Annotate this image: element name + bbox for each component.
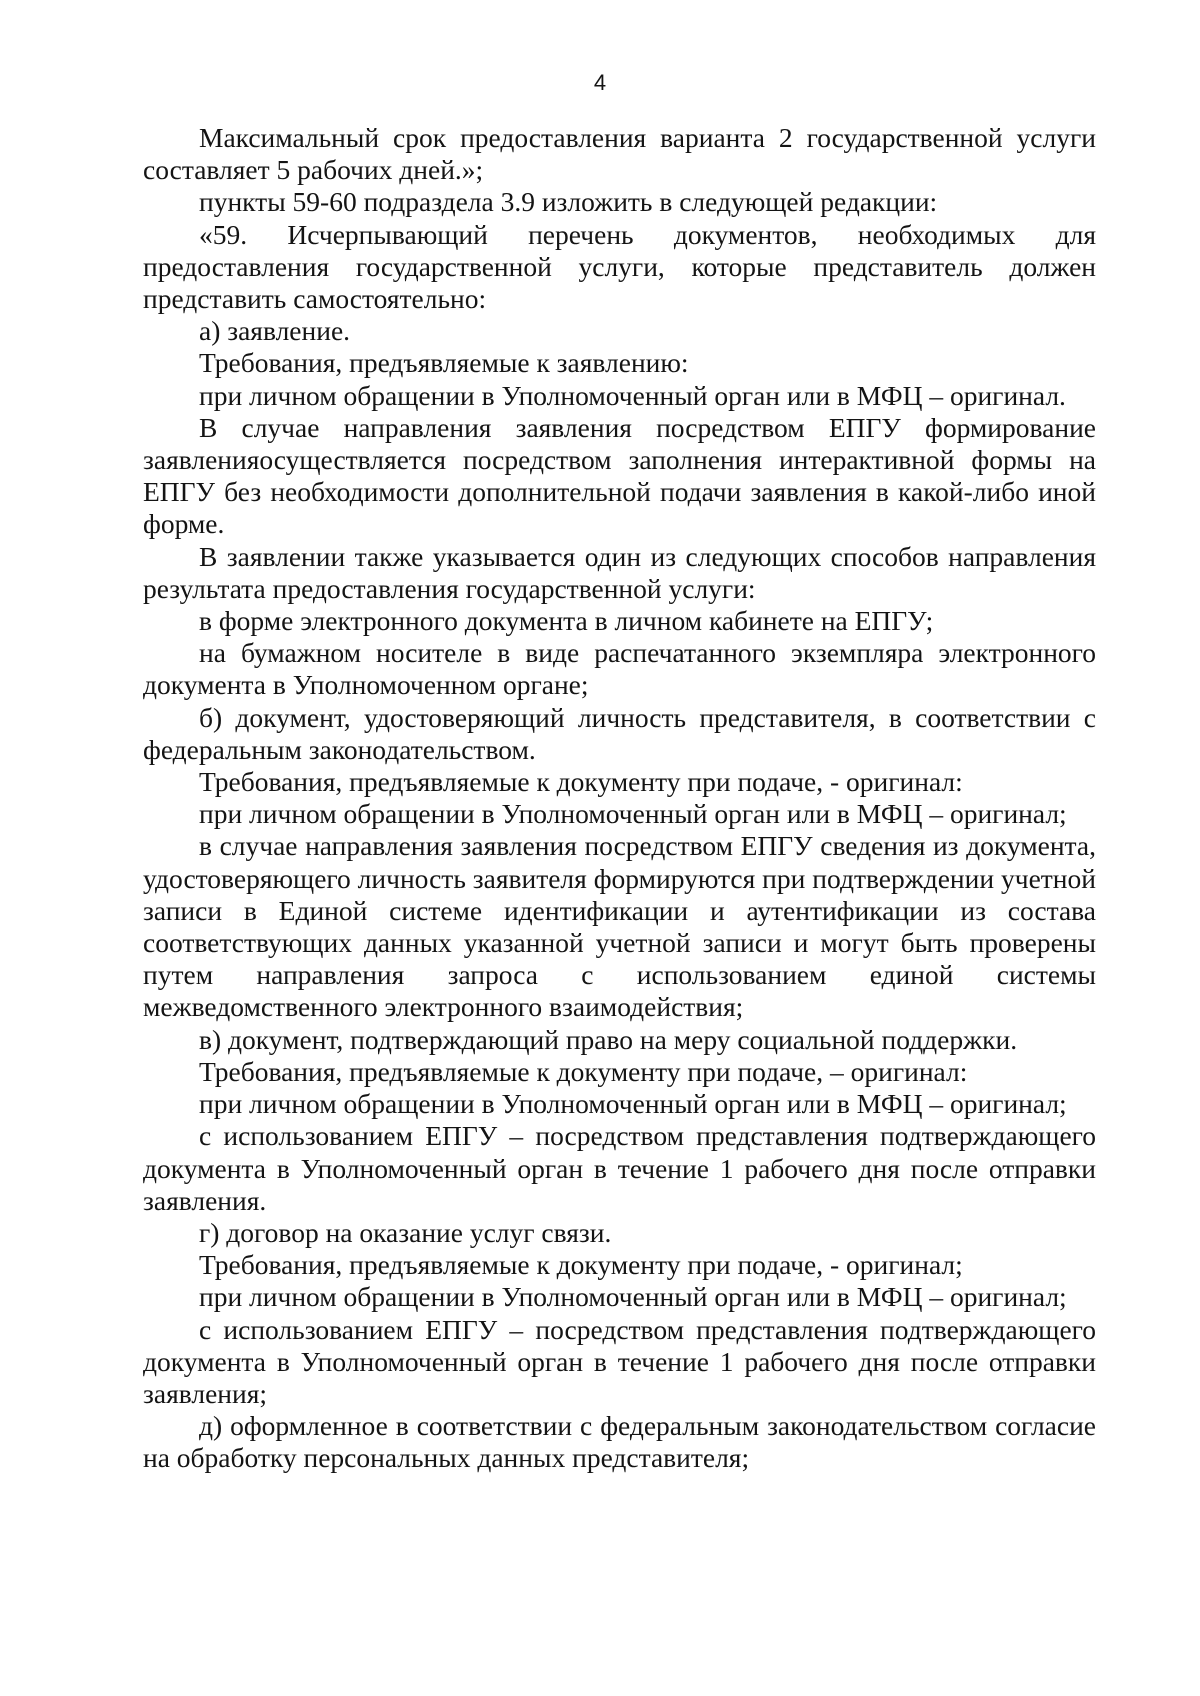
paragraph: на бумажном носителе в виде распечатанного экземпляра электронного документа в Уполномоченном органе; [143,637,1096,701]
paragraph: пункты 59-60 подраздела 3.9 изложить в следующей редакции: [199,186,938,218]
paragraph: при личном обращении в Уполномоченный орган или в МФЦ – оригинал; [199,1088,1067,1120]
paragraph: г) договор на оказание услуг связи. [199,1216,612,1248]
paragraph: а) заявление. [199,315,351,347]
paragraph: в) документ, подтверждающий право на меру социальной поддержки. [199,1023,1018,1055]
paragraph: с использованием ЕПГУ – посредством представления подтверждающего документа в Уполномоченный орган в течение 1 рабочего дня после отправки заявления; [143,1313,1096,1409]
paragraph: при личном обращении в Уполномоченный орган или в МФЦ – оригинал; [199,1281,1067,1313]
paragraph: при личном обращении в Уполномоченный орган или в МФЦ – оригинал; [199,798,1067,830]
page-number: 4 [593,70,607,95]
paragraph: Требования, предъявляемые к документу при подаче, - оригинал; [199,1249,963,1281]
document-body [143,122,1096,1475]
paragraph: В заявлении также указывается один из следующих способов направления результата предоставления государственной услуги: [143,540,1096,604]
paragraph: при личном обращении в Уполномоченный орган или в МФЦ – оригинал. [199,379,1066,411]
paragraph: В случае направления заявления посредством ЕПГУ формирование заявленияосуществляется посредством заполнения интерактивной формы на ЕПГУ без необходимости дополнительной подачи заявления в какой-либо иной форме. [143,411,1096,540]
paragraph: д) оформленное в соответствии с федеральным законодательством согласие на обработку персональных данных представителя; [143,1410,1096,1474]
paragraph: Максимальный срок предоставления варианта 2 государственной услуги составляет 5 рабочих дней.»; [143,122,1096,186]
paragraph: б) документ, удостоверяющий личность представителя, в соответствии с федеральным законодательством. [143,701,1096,765]
paragraph: в случае направления заявления посредством ЕПГУ сведения из документа, удостоверяющего личность заявителя формируются при подтверждении учетной записи в Единой системе идентификации и аутентификации из состава соответствующих данных указанной учетной записи и могут быть проверены путем направления запроса с использованием единой системы межведомственного электронного взаимодействия; [143,830,1096,1023]
paragraph: Требования, предъявляемые к документу при подаче, - оригинал: [199,766,963,798]
paragraph: Требования, предъявляемые к документу при подаче, – оригинал: [199,1055,968,1087]
paragraph: в форме электронного документа в личном кабинете на ЕПГУ; [199,605,934,637]
paragraph: с использованием ЕПГУ – посредством представления подтверждающего документа в Уполномоченный орган в течение 1 рабочего дня после отправки заявления. [143,1120,1096,1216]
paragraph: Требования, предъявляемые к заявлению: [199,347,689,379]
paragraph: «59. Исчерпывающий перечень документов, необходимых для предоставления государственной услуги, которые представитель должен представить самостоятельно: [143,218,1096,315]
